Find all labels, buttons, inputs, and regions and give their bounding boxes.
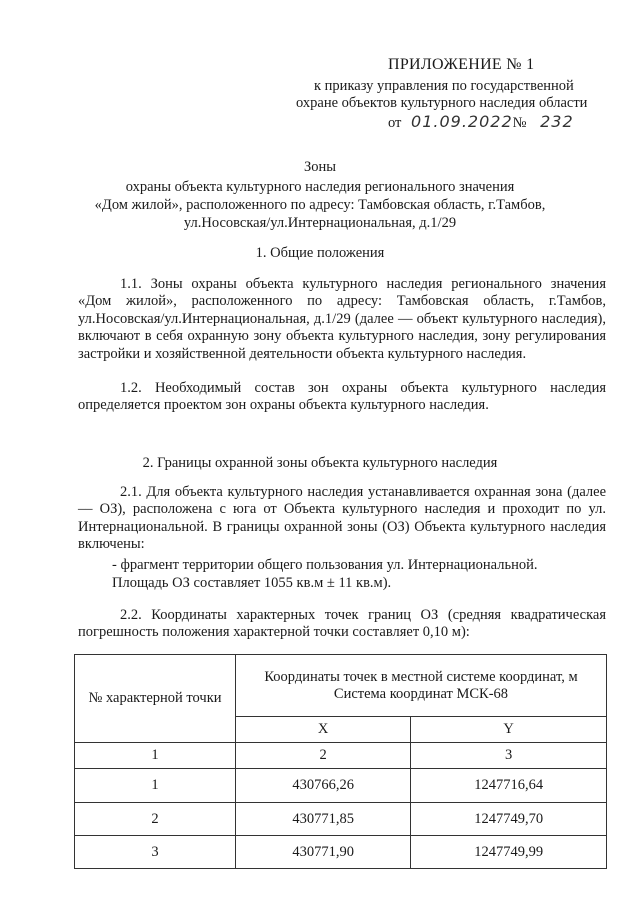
annex-order-line1: к приказу управления по государственной [314,78,574,94]
coords-group-header-line2: Система координат МСК-68 [333,685,509,702]
handwritten-number: 232 [540,112,574,131]
index-cell: 1 [75,743,236,769]
y-cell: 1247749,70 [411,803,607,836]
doc-title-line3: «Дом жилой», расположенного по адресу: Тамбовская область, г.Тамбов, [94,197,546,213]
table-row [75,769,607,803]
table-row [75,803,607,836]
annex-order-line2: охране объектов культурного наследия области [296,95,588,111]
section1-paragraph2: 1.2. Необходимый состав зон охраны объекта культурного наследия определяется проектом зон охраны объекта культурного наследия. [78,380,606,414]
section2-paragraph1: 2.1. Для объекта культурного наследия устанавливается охранная зона (далее –– ОЗ), расположена с юга от Объекта культурного наследия и проходит по ул. Интернациональной. В границы охранной зоны (ОЗ) Объекта культурного наследия включены: [78,484,606,553]
coords-group-header-line1: Координаты точек в местной системе координат, м [264,668,578,685]
number-sign: № [512,115,527,131]
col-x-header: X [236,717,411,743]
date-prefix: от [388,115,402,131]
index-cell: 2 [236,743,411,769]
section1-heading: 1. Общие положения [255,245,385,261]
index-cell: 3 [411,743,607,769]
coords-group-header [236,655,607,717]
doc-title-line4: ул.Носовская/ул.Интернациональная, д.1/29 [183,215,457,231]
point-cell: 1 [75,769,236,803]
point-cell: 2 [75,803,236,836]
section2-paragraph3: Площадь ОЗ составляет 1055 кв.м ± 11 кв.м). [112,575,392,591]
x-cell: 430766,26 [236,769,411,803]
col-point-header: № характерной точки [75,655,236,743]
section2-paragraph2: - фрагмент территории общего пользования ул. Интернациональной. [112,557,538,573]
x-cell: 430771,90 [236,836,411,869]
annex-date-line [388,112,574,132]
index-row [75,743,607,769]
handwritten-date: 01.09.2022 [411,112,513,131]
col-y-header: Y [411,717,607,743]
y-cell: 1247749,99 [411,836,607,869]
table-row [75,836,607,869]
section1-paragraph1: 1.1. Зоны охраны объекта культурного наследия регионального значения «Дом жилой», расположенного по адресу: Тамбовская область, г.Тамбов, ул.Носовская/ул.Интернациональная, д.1/29 (далее — объект культурного наследия), включают в себя охранную зону объекта культурного наследия, зону регулирования застройки и хозяйственной деятельности объекта культурного наследия. [78,276,606,362]
point-cell: 3 [75,836,236,869]
section2-paragraph4: 2.2. Координаты характерных точек границ ОЗ (средняя квадратическая погрешность положения характерной точки составляет 0,10 м): [78,607,606,641]
coordinates-table [74,654,607,869]
x-cell: 430771,85 [236,803,411,836]
annex-title: ПРИЛОЖЕНИЕ № 1 [388,56,535,73]
section2-heading: 2. Границы охранной зоны объекта культурного наследия [142,455,498,471]
y-cell: 1247716,64 [411,769,607,803]
doc-title-line2: охраны объекта культурного наследия регионального значения [125,179,515,195]
doc-title-line1: Зоны [303,159,337,175]
